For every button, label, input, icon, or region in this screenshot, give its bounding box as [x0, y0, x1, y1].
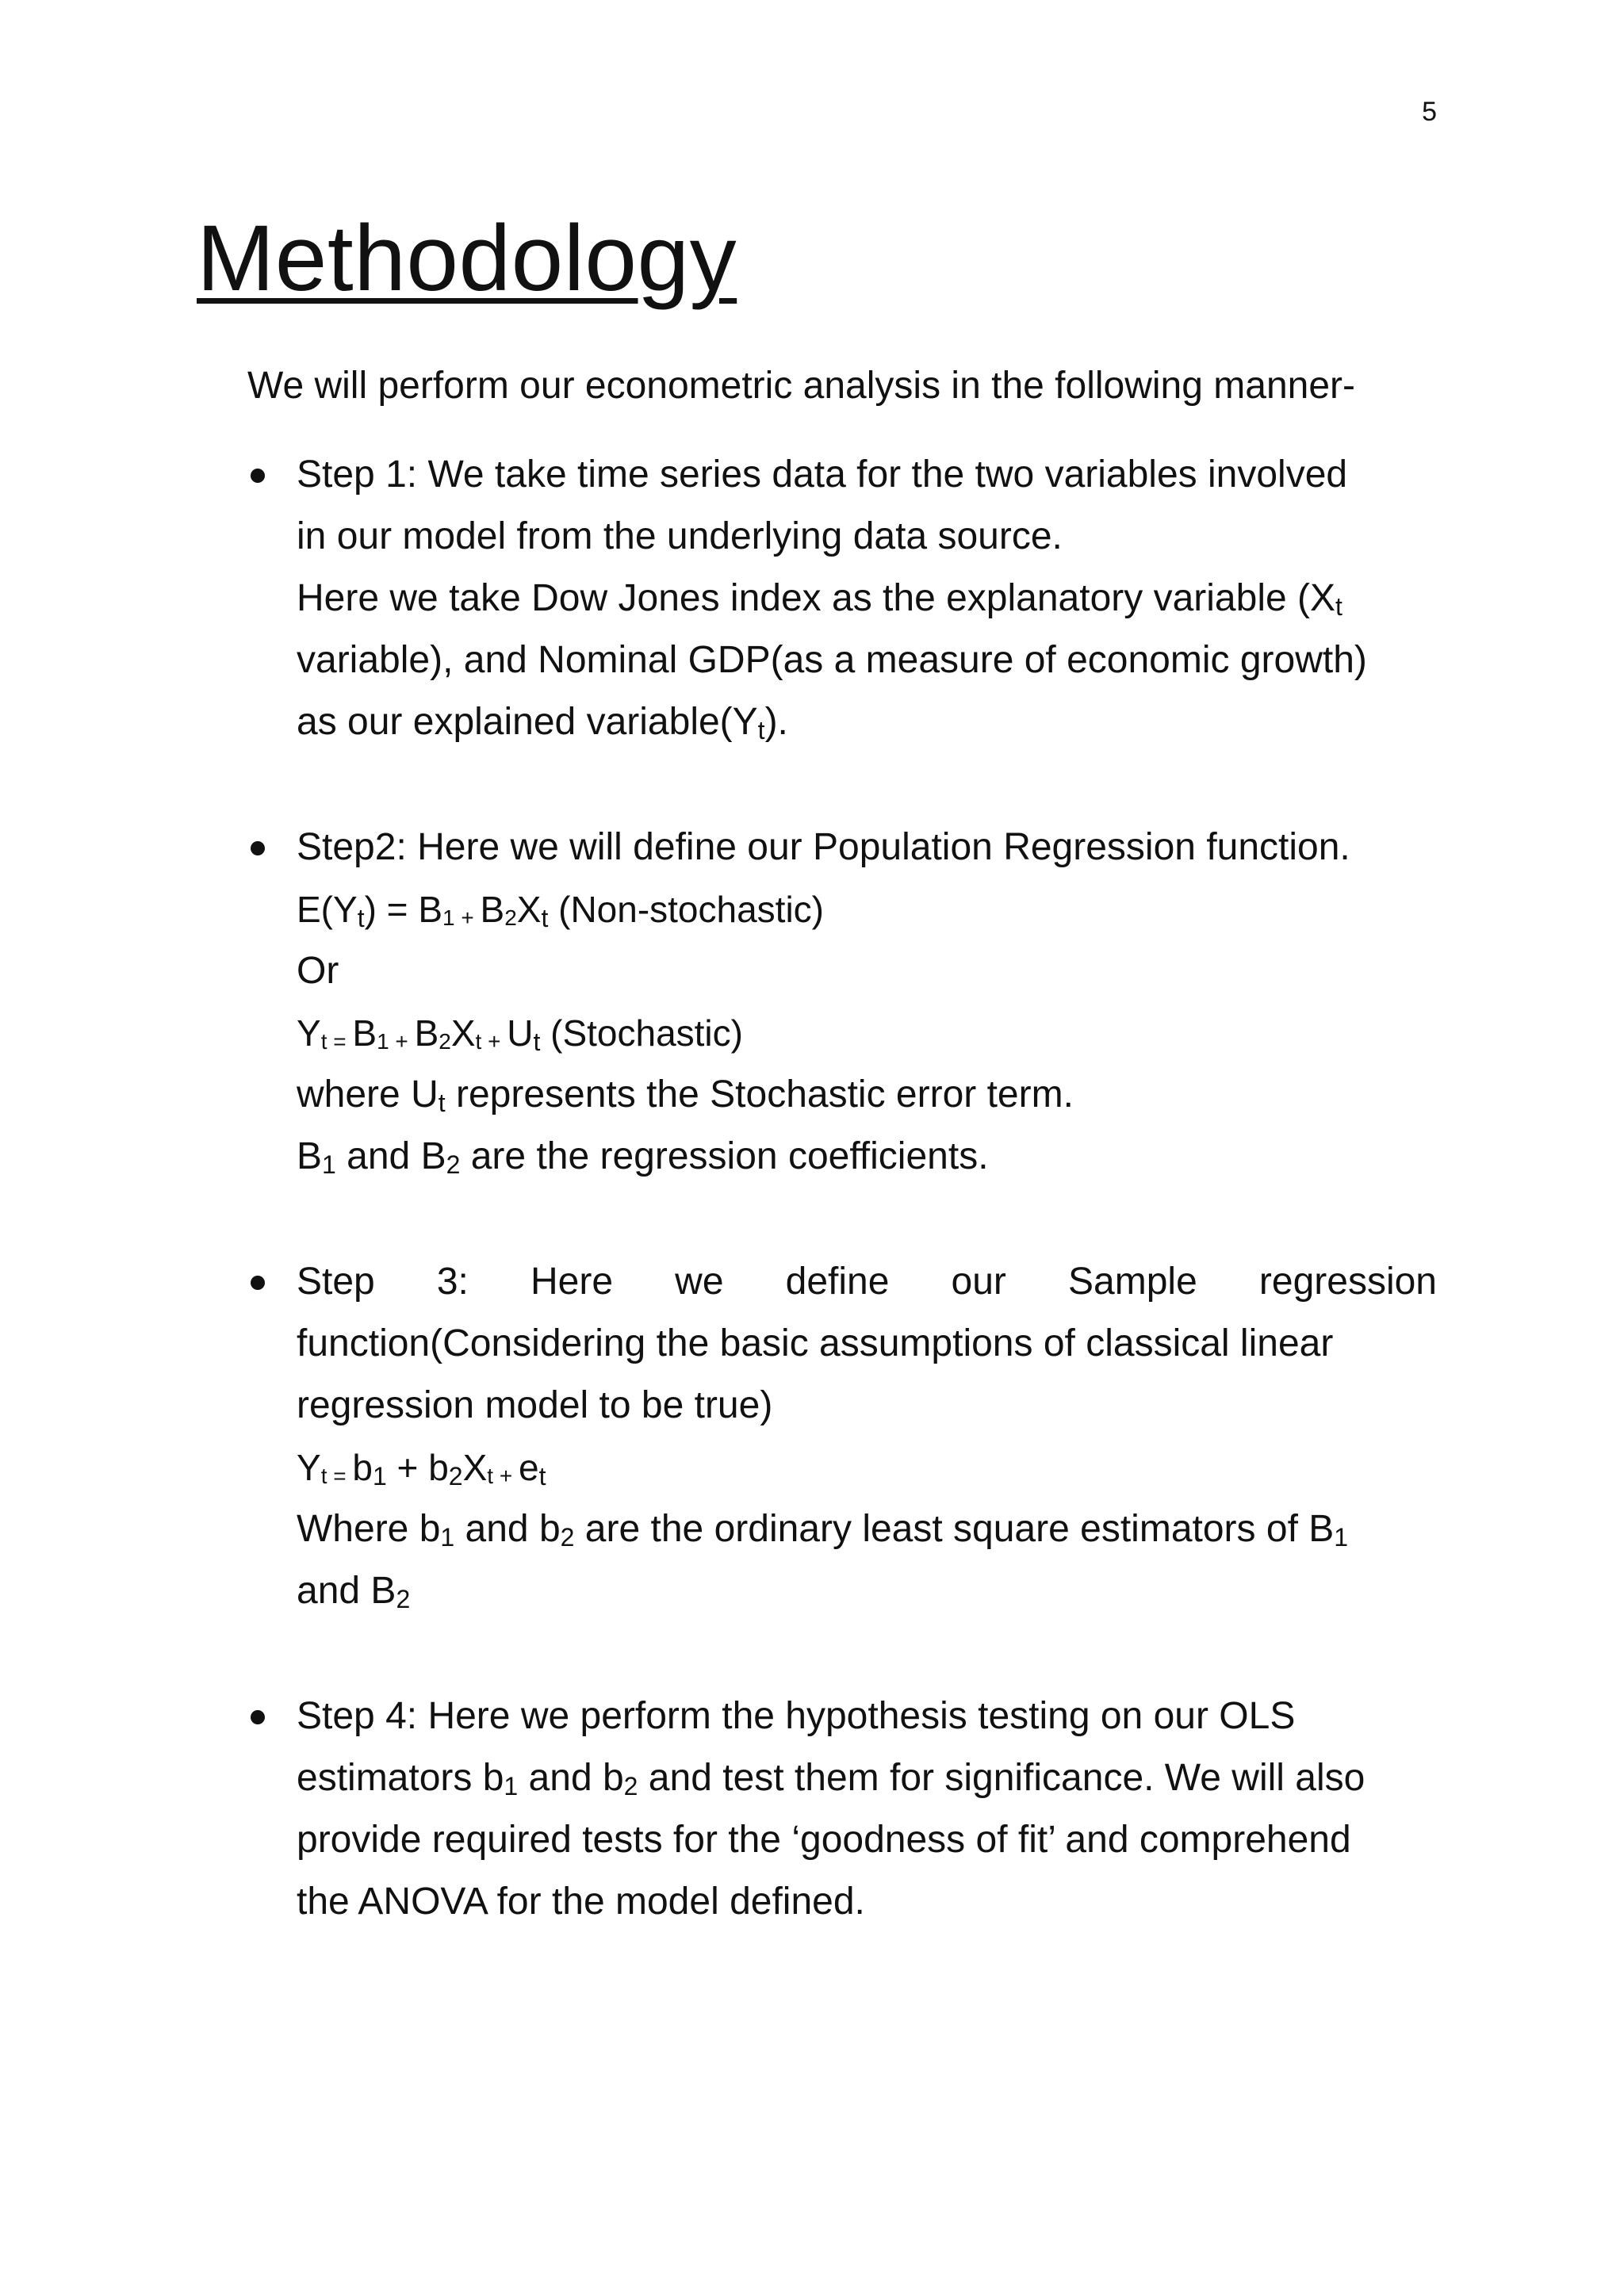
step3-line1: Step 3: Here we define our Sample regression [297, 1261, 1437, 1303]
step4-line4: the ANOVA for the model defined. [297, 1881, 865, 1923]
step2-line1: Step2: Here we will define our Population Regression function. [297, 826, 1350, 868]
prf-non-stochastic-equation: E(Yt) = B1 + B2Xt (Non-stochastic) [297, 889, 824, 932]
prf-stochastic-equation: Yt = B1 + B2Xt + Ut (Stochastic) [297, 1012, 743, 1056]
step-1 [247, 444, 1437, 753]
step-4 [247, 1686, 1437, 1933]
page-title: Methodology [197, 206, 737, 311]
step4-line3: provide required tests for the ‘goodness of fit’ and comprehend [297, 1819, 1351, 1861]
step-2 [247, 817, 1437, 1188]
page-number: 5 [1422, 97, 1437, 127]
srf-equation: Yt = b1 + b2Xt + et [297, 1447, 546, 1490]
error-term-line: where Ut represents the Stochastic error term. [297, 1073, 1074, 1117]
step1-line3: Here we take Dow Jones index as the explanatory variable (Xt [297, 577, 1342, 621]
step-3 [247, 1251, 1437, 1622]
bullet-icon [251, 1276, 265, 1290]
bullet-icon [251, 469, 265, 483]
steps-list [247, 444, 1437, 1933]
step3-line3: regression model to be true) [297, 1384, 773, 1426]
coefficients-line: B1 and B2 are the regression coefficients. [297, 1135, 989, 1179]
step1-line4: variable), and Nominal GDP(as a measure of economic growth) [297, 639, 1367, 681]
step3-line5: and B2 [297, 1570, 411, 1613]
step3-line2: function(Considering the basic assumptions of classical linear [297, 1322, 1334, 1364]
or-text: Or [297, 950, 339, 992]
step3-line4: Where b1 and b2 are the ordinary least square estimators of B1 [297, 1508, 1349, 1552]
bullet-icon [251, 1710, 265, 1724]
step1-line1: Step 1: We take time series data for the two variables involved [297, 453, 1348, 496]
step1-line5: as our explained variable(Yt). [297, 701, 788, 744]
step1-line2: in our model from the underlying data source. [297, 515, 1063, 557]
bullet-icon [251, 841, 265, 855]
methodology-body [247, 355, 1437, 1996]
intro-paragraph: We will perform our econometric analysis in the following manner- [247, 365, 1356, 407]
step4-line1: Step 4: Here we perform the hypothesis testing on our OLS [297, 1695, 1296, 1737]
step4-line2: estimators b1 and b2 and test them for significance. We will also [297, 1757, 1365, 1800]
